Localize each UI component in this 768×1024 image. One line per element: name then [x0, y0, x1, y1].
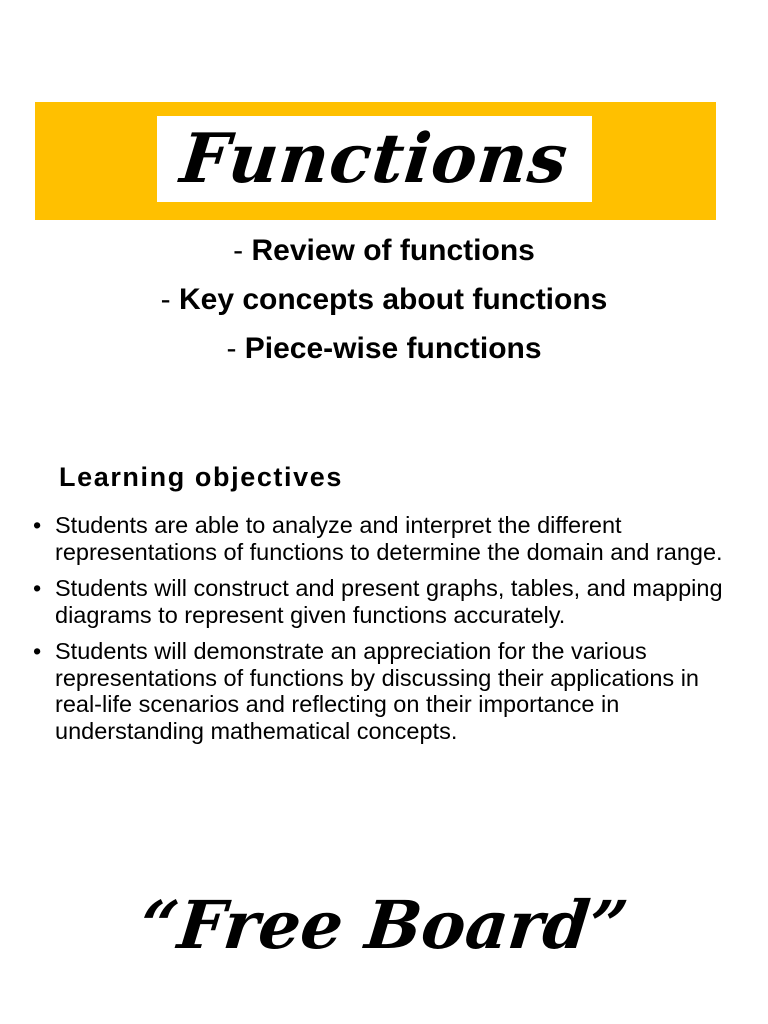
objectives-heading: Learning objectives [59, 462, 343, 492]
topic-dash: - [233, 234, 252, 267]
footer-title: “Free Board” [136, 886, 632, 964]
objective-text: Students are able to analyze and interpret the different representations of functions to determine the domain and range. [55, 512, 723, 565]
topic-item [0, 275, 768, 324]
objective-item [33, 512, 733, 565]
topic-text: Review of functions [251, 234, 535, 267]
objectives-list [33, 512, 733, 754]
topic-dash: - [160, 283, 179, 316]
objective-text: Students will construct and present graphs, tables, and mapping diagrams to represent given functions accurately. [55, 575, 723, 628]
bullet-marker: • [33, 638, 42, 664]
bullet-marker: • [33, 575, 42, 601]
objective-text: Students will demonstrate an appreciation for the various representations of functions by discussing their applications in real-life scenarios and reflecting on their importance in understanding mathematical concepts. [55, 638, 700, 744]
topic-list [0, 226, 768, 373]
topic-item [0, 226, 768, 275]
topic-text: Key concepts about functions [178, 283, 608, 316]
topic-item [0, 324, 768, 373]
objective-item [33, 575, 733, 628]
title-box [157, 116, 592, 202]
bullet-marker: • [33, 512, 42, 538]
topic-dash: - [226, 332, 245, 365]
page-title: Functions [176, 119, 573, 199]
topic-text: Piece-wise functions [244, 332, 542, 365]
objective-item [33, 638, 733, 744]
